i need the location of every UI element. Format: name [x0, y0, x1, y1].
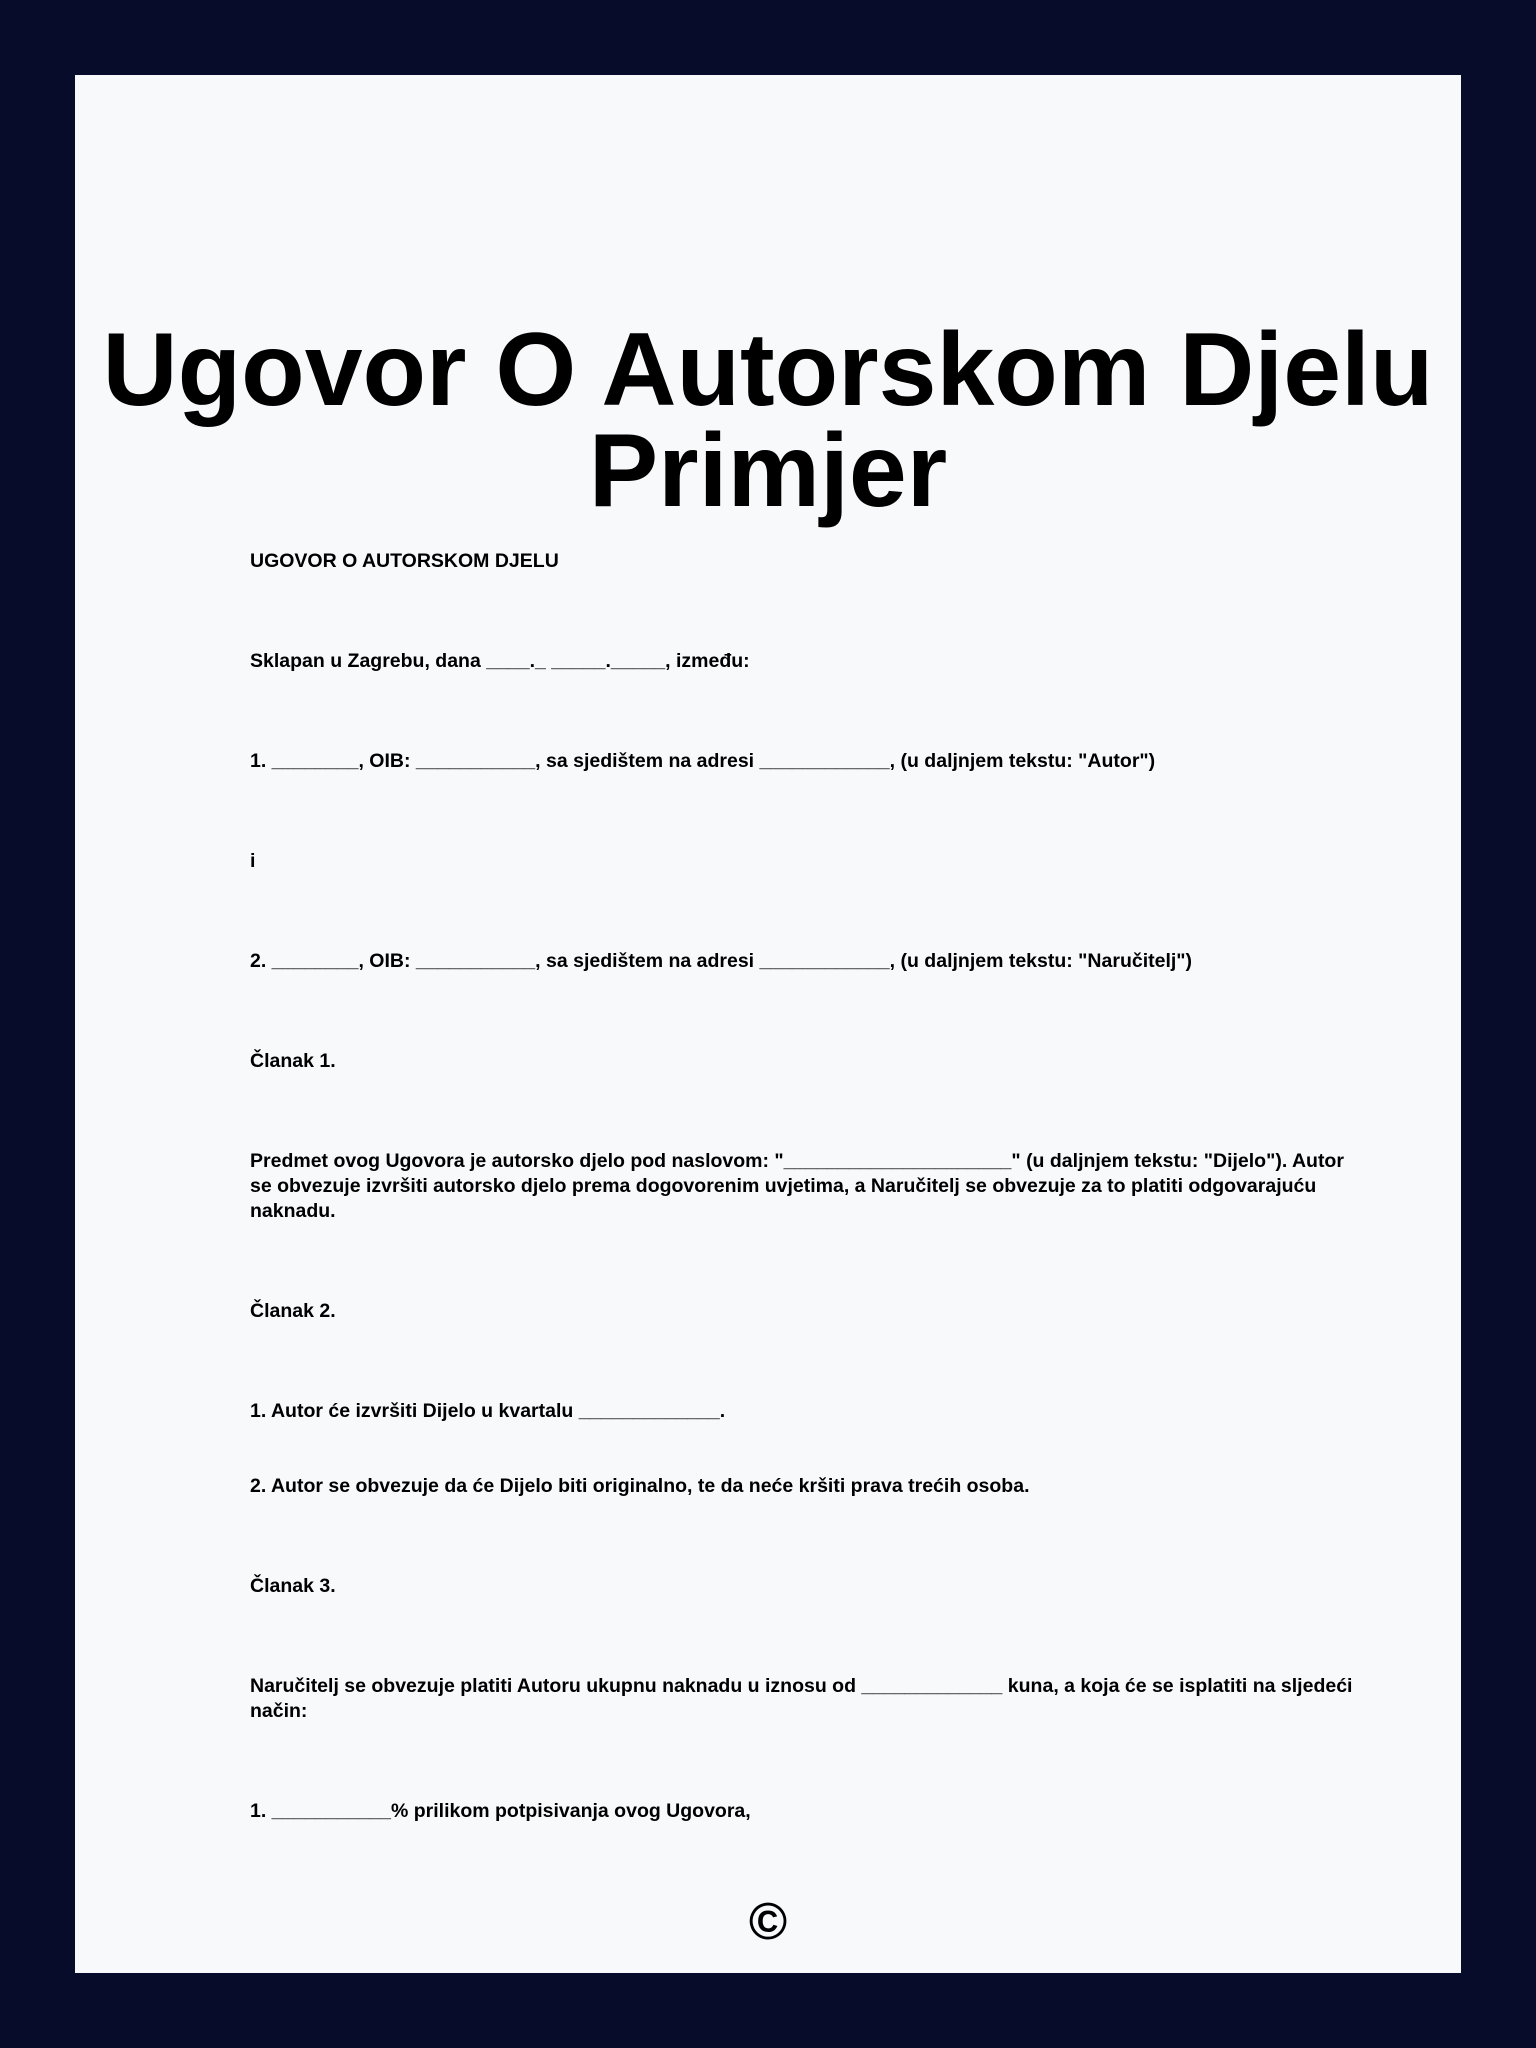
- contract-place-date: Sklapan u Zagrebu, dana ____._ _____._____, između:: [250, 650, 750, 672]
- document-page: [75, 75, 1461, 1973]
- contract-heading: UGOVOR O AUTORSKOM DJELU: [250, 550, 559, 572]
- copyright-icon: ©: [748, 1893, 788, 1951]
- article-1-heading: Članak 1.: [250, 1050, 336, 1072]
- article-2-item-2: 2. Autor se obvezuje da će Dijelo biti originalno, te da neće kršiti prava trećih osoba.: [250, 1475, 1030, 1497]
- party-author: 1. ________, OIB: ___________, sa sjedištem na adresi ____________, (u daljnjem tekstu: "Autor"): [250, 750, 1156, 772]
- document-body: [250, 549, 1370, 1824]
- article-3-heading: Članak 3.: [250, 1575, 336, 1597]
- article-2-item-1: 1. Autor će izvršiti Dijelo u kvartalu _____________.: [250, 1400, 726, 1422]
- document-title: Ugovor O Autorskom Djelu Primjer: [102, 312, 1434, 529]
- article-1-text: Predmet ovog Ugovora je autorsko djelo pod naslovom: "_____________________" (u daljnjem tekstu: "Dijelo"). Autor se obvezuje izvršiti autorsko djelo prema dogovorenim uvjetima, a Naručitelj se obvezuje za to platiti odgovarajuću naknadu.: [250, 1150, 1350, 1222]
- party-conjunction: i: [250, 850, 256, 872]
- party-client: 2. ________, OIB: ___________, sa sjedištem na adresi ____________, (u daljnjem tekstu: "Naručitelj"): [250, 950, 1193, 972]
- article-3-item-1: 1. ___________% prilikom potpisivanja ovog Ugovora,: [250, 1800, 751, 1822]
- article-2-heading: Članak 2.: [250, 1300, 336, 1322]
- article-3-text: Naručitelj se obvezuje platiti Autoru ukupnu naknadu u iznosu od _____________ kuna, a koja će se isplatiti na sljedeći način:: [250, 1675, 1358, 1722]
